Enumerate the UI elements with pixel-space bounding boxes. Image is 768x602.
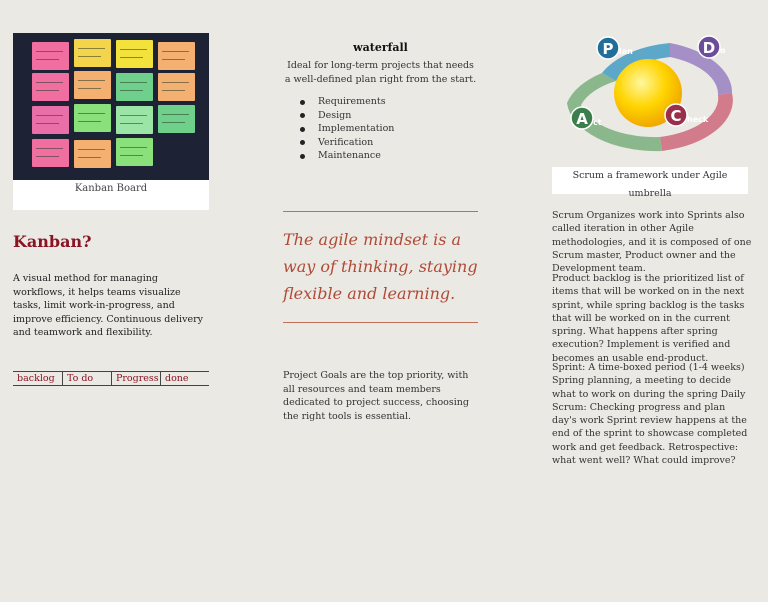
- quote-top-divider: [283, 211, 478, 212]
- scrum-paragraph-2: Product backlog is the prioritized list of items that will be worked on in the next sprint, while spring backlog is the tasks that will be worked on in the current spring. What happens after spring execution? Implement is verified and becomes an usable end-product.: [552, 273, 745, 364]
- svg-text:A: A: [576, 110, 588, 128]
- svg-text:P: P: [602, 40, 614, 58]
- scrum-paragraph-3: Sprint: A time-boxed period (1-4 weeks) Spring planning, a meeting to decide what to work on during the spring Daily Scrum: Checking progress and plan day's work Sprint review happens at the end of the sprint to showcase completed work and get feedback. Retrospective: what went well? What could improve?: [552, 362, 748, 467]
- list-item: Implementation: [300, 122, 394, 136]
- list-item: Verification: [300, 136, 394, 150]
- kanban-photo-card: [13, 33, 209, 210]
- board-column-progress: Progress: [111, 372, 160, 385]
- board-column-backlog: backlog: [17, 373, 55, 384]
- waterfall-description: Ideal for long-term projects that needs a well-defined plan right from the start.: [284, 60, 477, 85]
- board-column-todo: To do: [62, 372, 111, 385]
- plan-label: [597, 37, 633, 59]
- svg-text:heck: heck: [687, 115, 709, 124]
- scrum-caption: Scrum a framework under Agile umbrella: [552, 167, 748, 194]
- svg-text:ct: ct: [593, 118, 602, 127]
- svg-text:C: C: [670, 107, 682, 125]
- kanban-board-columns: [13, 371, 209, 386]
- svg-text:o: o: [720, 46, 726, 55]
- list-item: Maintenance: [300, 149, 394, 163]
- do-label: [698, 36, 726, 58]
- kanban-board-photo: [13, 33, 209, 180]
- list-item: Design: [300, 109, 394, 123]
- check-label: [665, 104, 709, 126]
- waterfall-heading: waterfall: [353, 41, 408, 54]
- agile-mindset-quote: The agile mindset is a way of thinking, staying flexible and learning.: [283, 230, 478, 303]
- kanban-photo-caption: Kanban Board: [74, 183, 148, 194]
- kanban-description: A visual method for managing workflows, it helps teams visualize tasks, limit work-in-progress, and improve efficiency. Continuous delivery and teamwork and flexibility.: [13, 273, 203, 338]
- svg-text:lan: lan: [619, 47, 633, 56]
- svg-text:D: D: [702, 39, 716, 57]
- quote-bottom-divider: [283, 322, 478, 323]
- pdca-cycle-diagram: [552, 33, 748, 168]
- kanban-heading: Kanban?: [13, 232, 92, 251]
- act-label: [571, 107, 602, 129]
- scrum-paragraph-1: Scrum Organizes work into Sprints also called iteration in other Agile methodologies, and it is composed of one Scrum master, Product owner and the Development team.: [552, 210, 752, 275]
- waterfall-phase-list: [300, 95, 394, 163]
- list-item: Requirements: [300, 95, 394, 109]
- project-goals-text: Project Goals are the top priority, with all resources and team members dedicated to project success, choosing the right tools is essential.: [283, 370, 470, 422]
- board-column-done: done: [160, 372, 209, 385]
